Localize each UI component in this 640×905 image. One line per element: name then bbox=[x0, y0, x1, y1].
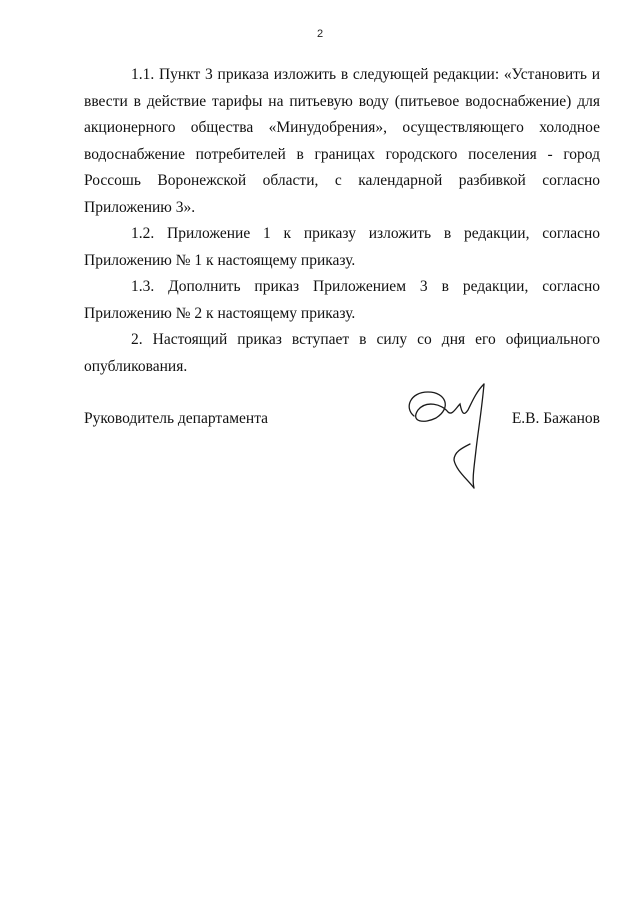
paragraph-1-3: 1.3. Дополнить приказ Приложением 3 в редакции, согласно Приложению № 2 к настоящему приказу. bbox=[84, 278, 600, 322]
document-body bbox=[84, 62, 600, 380]
paragraph-1-2: 1.2. Приложение 1 к приказу изложить в редакции, согласно Приложению № 1 к настоящему приказу. bbox=[84, 225, 600, 269]
signatory-name: Е.В. Бажанов bbox=[511, 410, 600, 427]
handwritten-signature bbox=[402, 378, 502, 494]
signatory-title: Руководитель департамента bbox=[84, 410, 269, 427]
signature-block bbox=[84, 410, 600, 510]
paragraph-2: 2. Настоящий приказ вступает в силу со дня его официального опубликования. bbox=[84, 331, 600, 375]
paragraph-1-1: 1.1. Пункт 3 приказа изложить в следующей редакции: «Установить и ввести в действие тарифы на питьевую воду (питьевое водоснабжение) для акционерного общества «Минудобрения», осуществляющего холодное водоснабжение потребителей в границах городского поселения - город Россошь Воронежской области, с календарной разбивкой согласно Приложению 3». bbox=[84, 66, 600, 216]
page-number: 2 bbox=[316, 28, 324, 40]
